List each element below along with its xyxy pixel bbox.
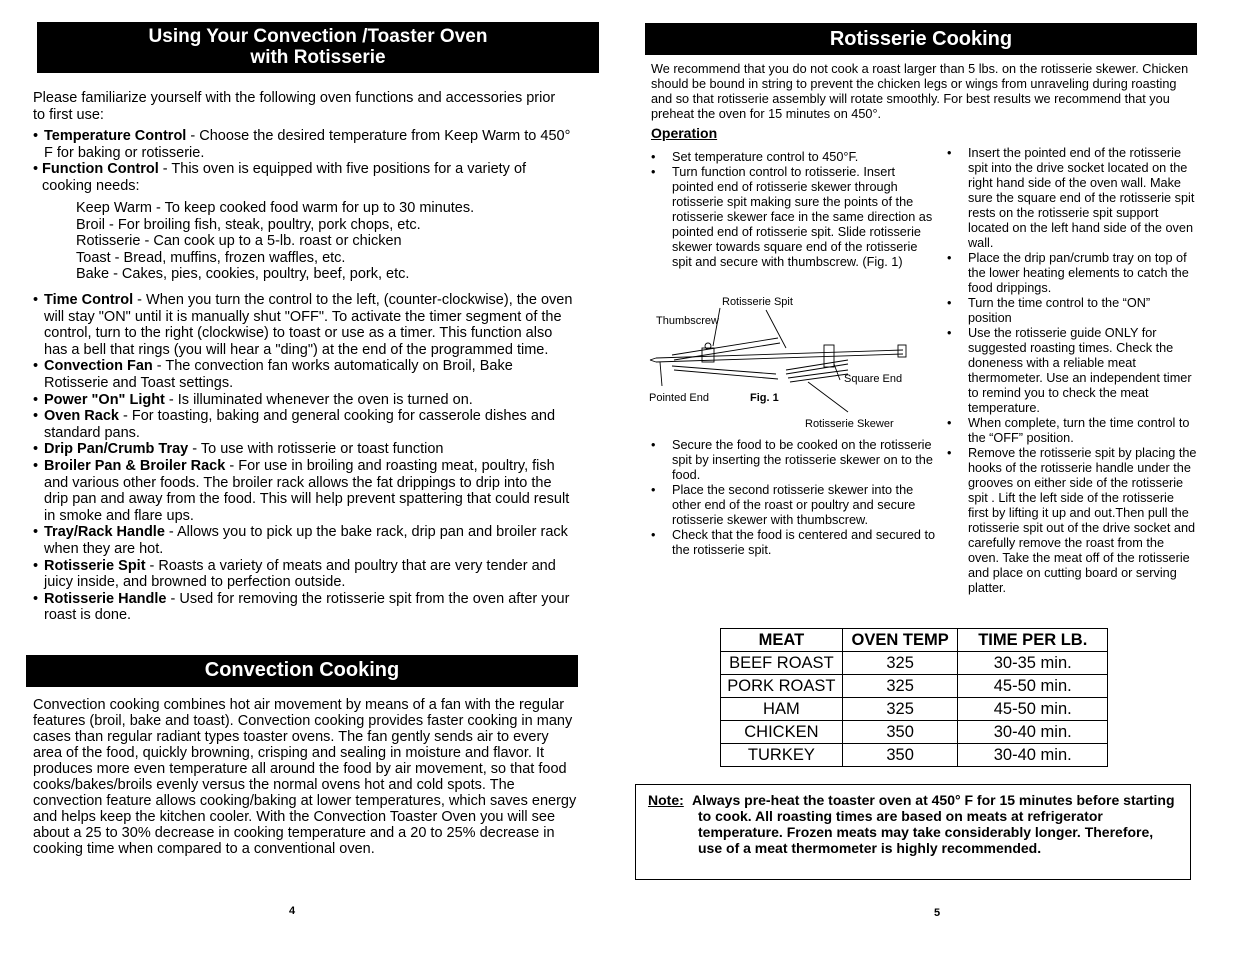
- rotisserie-intro: We recommend that you do not cook a roast larger than 5 lbs. on the rotisserie skewer. Chicken should be bound in string to prevent the chicken legs or wings from unraveling during roasting and so that rotisserie assembly will rotate smoothly. For best results we recommend that you preheat the oven for 15 minutes on 450°.: [651, 62, 1189, 121]
- feature-time-control: [31, 292, 577, 358]
- section-title-line2: with Rotisserie: [250, 47, 386, 68]
- step-item: • Turn the time control to the “ON” position: [947, 296, 1197, 326]
- page-number-right: 5: [934, 907, 941, 919]
- mode-item: Toast - Bread, muffins, frozen waffles, etc.: [76, 249, 346, 266]
- table-cell: TURKEY: [721, 744, 843, 767]
- table-cell: 30-40 min.: [958, 744, 1108, 767]
- table-row: [721, 652, 1108, 675]
- step-item: • Turn function control to rotisserie. Insert pointed end of rotisserie skewer through rotisserie spit making sure the points of the rotisserie skewer face in the same direction as pointed end of rotisserie spit. Slide rotisserie skewer towards square end of the rotisserie spit and secure with thumbscrew. (Fig. 1): [651, 165, 936, 270]
- feature-rotisserie-spit: [31, 558, 577, 591]
- step-item: • Set temperature control to 450°F.: [651, 150, 936, 165]
- label-thumbscrew: Thumbscrew: [656, 315, 719, 327]
- operation-label: Operation: [651, 125, 718, 141]
- table-cell: HAM: [721, 698, 843, 721]
- operation-steps-bottom: [651, 438, 936, 558]
- column-header: MEAT: [721, 629, 843, 652]
- feature-term: Time Control: [44, 292, 134, 308]
- feature-tray-rack-handle: [31, 524, 577, 557]
- feature-desc: - To use with rotisserie or toast function: [188, 441, 444, 458]
- feature-desc: - Allows you to pick up the bake rack, drip pan and broiler rack when they are hot.: [44, 524, 568, 557]
- note-box: [635, 784, 1191, 880]
- table-cell: 325: [842, 652, 958, 675]
- feature-rotisserie-handle: [31, 591, 577, 624]
- step-item: • Check that the food is centered and secured to the rotisserie spit.: [651, 528, 936, 558]
- control-list: [31, 128, 571, 194]
- label-square-end: Square End: [844, 373, 903, 385]
- table-row: [721, 675, 1108, 698]
- feature-temperature-control: [31, 128, 571, 161]
- feature-desc: - Is illuminated whenever the oven is turned on.: [164, 391, 473, 408]
- feature-drip-pan: [31, 441, 577, 458]
- table-header-row: [721, 629, 1108, 652]
- step-item: • Remove the rotisserie spit by placing the hooks of the rotisserie handle under the grooves on either side of the rotisserie spit . Lift the left side of the rotisserie first by lifting it up and out.Then pull the rotisserie spit out of the drive socket and carefully remove the roast from the oven. Take the meat off of the rotisserie and place on cutting board or serving platter.: [947, 446, 1197, 596]
- operation-steps-top: [651, 150, 936, 270]
- table-cell: 45-50 min.: [958, 675, 1108, 698]
- feature-desc: - The convection fan works automatically on Broil, Bake Rotisserie and Toast settings.: [44, 358, 513, 391]
- section-header-convection: Convection Cooking: [26, 655, 578, 687]
- intro-paragraph: Please familiarize yourself with the following oven functions and accessories prior to first use:: [33, 90, 556, 123]
- note-text: Always pre-heat the toaster oven at 450° F for 15 minutes before starting to cook. All roasting times are based on meats at refrigerator temperature. Frozen meats may take considerably longer. Therefore, use of a meat thermometer is highly recommended.: [692, 792, 1175, 856]
- feature-function-control: [31, 161, 571, 194]
- table-cell: 45-50 min.: [958, 698, 1108, 721]
- section-header-using-oven: [37, 22, 599, 73]
- convection-paragraph: Convection cooking combines hot air movement by means of a fan with the regular features (broil, bake and toast). Convection cooking provides faster cooking in many cases than regular radiant types toaster ovens. The fan gently sends air to every area of the food, quickly browning, crisping and sealing in moisture and flavor. It produces more even temperature all around the food by air movement, so that food cooks/bakes/broils evenly versus the normal ovens hot and cold spots. The convection feature allows cooking/baking at lower temperatures, which saves energy and helps keep the kitchen cooler. With the Convection Toaster Oven you will see about a 25 to 30% decrease in cooking temperature and a 20 to 25% decrease in cooking time when compared to a conventional oven.: [33, 697, 577, 857]
- feature-term: Temperature Control: [44, 128, 187, 144]
- rotisserie-spit-diagram: [648, 290, 938, 435]
- column-header: OVEN TEMP: [842, 629, 958, 652]
- feature-term: Broiler Pan & Broiler Rack: [44, 457, 226, 474]
- mode-item: Keep Warm - To keep cooked food warm for up to 30 minutes.: [76, 200, 475, 216]
- feature-oven-rack: [31, 408, 577, 441]
- table-cell: 350: [842, 721, 958, 744]
- table-cell: PORK ROAST: [721, 675, 843, 698]
- table-cell: 325: [842, 675, 958, 698]
- note-label: Note:: [648, 792, 684, 808]
- step-item: • Place the drip pan/crumb tray on top of the lower heating elements to catch the food drippings.: [947, 251, 1197, 296]
- feature-convection-fan: [31, 358, 577, 391]
- feature-desc: - Used for removing the rotisserie spit from the oven after your roast is done.: [44, 590, 570, 624]
- feature-term: Oven Rack: [44, 408, 119, 425]
- label-rotisserie-skewer: Rotisserie Skewer: [805, 418, 894, 430]
- table-cell: CHICKEN: [721, 721, 843, 744]
- feature-desc: - For use in broiling and roasting meat, poultry, fish and various other foods. The broiler rack allows the fat drippings to drip into the drip pan and away from the food. This will help prevent spattering that could result in smoke and flare ups.: [44, 457, 570, 524]
- feature-broiler-pan: [31, 458, 577, 524]
- table-row: [721, 721, 1108, 744]
- table-row: [721, 698, 1108, 721]
- mode-item: Rotisserie - Can cook up to a 5-lb. roast or chicken: [76, 233, 402, 249]
- feature-list: [31, 292, 577, 624]
- mode-item: Broil - For broiling fish, steak, poultry, pork chops, etc.: [76, 216, 421, 233]
- feature-desc: - For toasting, baking and general cooking for casserole dishes and standard pans.: [44, 408, 556, 441]
- table-row: [721, 744, 1108, 767]
- label-rotisserie-spit: Rotisserie Spit: [722, 296, 793, 308]
- section-header-rotisserie: Rotisserie Cooking: [645, 23, 1197, 55]
- roasting-time-table: [720, 628, 1108, 767]
- feature-term: Tray/Rack Handle: [44, 524, 165, 541]
- table-cell: 30-35 min.: [958, 652, 1108, 675]
- table-cell: BEEF ROAST: [721, 652, 843, 675]
- table-cell: 325: [842, 698, 958, 721]
- feature-desc: - This oven is equipped with five positions for a variety of cooking needs:: [42, 161, 527, 194]
- feature-term: Drip Pan/Crumb Tray: [44, 441, 189, 458]
- step-item: • Insert the pointed end of the rotisserie spit into the drive socket located on the right hand side of the oven wall. Make sure the square end of the rotisserie spit rests on the rotisserie spit support located on the left hand side of the oven wall.: [947, 146, 1197, 251]
- feature-term: Rotisserie Handle: [44, 590, 167, 607]
- feature-desc: - Choose the desired temperature from Keep Warm to 450° F for baking or rotisserie.: [44, 128, 571, 161]
- feature-term: Rotisserie Spit: [44, 557, 146, 574]
- table-cell: 350: [842, 744, 958, 767]
- section-title-line1: Using Your Convection /Toaster Oven: [148, 26, 488, 47]
- feature-term: Power "On" Light: [44, 391, 165, 408]
- step-item: • Secure the food to be cooked on the rotisserie spit by inserting the rotisserie skewer on to the food.: [651, 438, 936, 483]
- function-modes-list: [76, 200, 576, 283]
- label-pointed-end: Pointed End: [649, 392, 709, 404]
- feature-desc: - When you turn the control to the left, (counter-clockwise), the oven will stay "ON" until it is manually shut "OFF". To activate the timer segment of the control, turn to the right (clockwise) to toast or use as a timer. This function also has a bell that rings (you will hear a "ding") at the end of the programmed time.: [44, 292, 573, 358]
- column-header: TIME PER LB.: [958, 629, 1108, 652]
- label-fig-1: Fig. 1: [750, 392, 779, 404]
- feature-term: Function Control: [42, 161, 159, 178]
- feature-term: Convection Fan: [44, 358, 153, 375]
- mode-item: Bake - Cakes, pies, cookies, poultry, beef, pork, etc.: [76, 266, 410, 282]
- page-number-left: 4: [289, 905, 296, 917]
- feature-desc: - Roasts a variety of meats and poultry that are very tender and juicy inside, and browned to perfection outside.: [44, 557, 556, 591]
- operation-steps-right: [947, 146, 1197, 596]
- feature-power-light: [31, 392, 577, 409]
- table-cell: 30-40 min.: [958, 721, 1108, 744]
- step-item: • Place the second rotisserie skewer into the other end of the roast or poultry and secure rotisserie skewer with thumbscrew.: [651, 483, 936, 528]
- step-item: • Use the rotisserie guide ONLY for suggested roasting times. Check the doneness with a reliable meat thermometer. Use an independent timer to remind you to check the meat temperature.: [947, 326, 1197, 416]
- figure-rotisserie: [648, 290, 938, 435]
- step-item: • When complete, turn the time control to the “OFF” position.: [947, 416, 1197, 446]
